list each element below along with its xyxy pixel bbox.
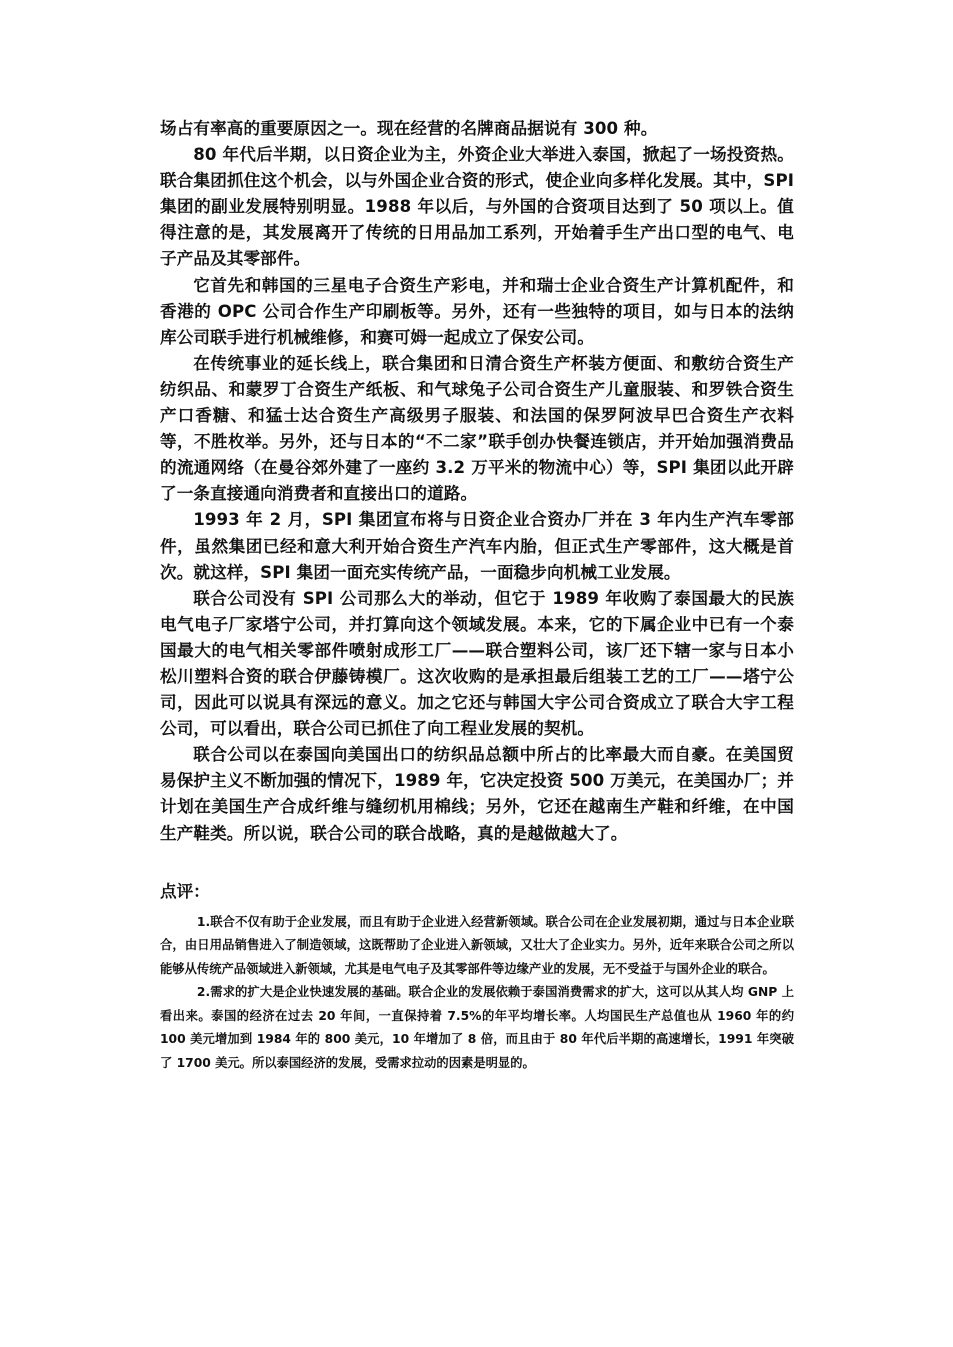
comment-item: 2.需求的扩大是企业快速发展的基础。联合企业的发展依赖于泰国消费需求的扩大，这可以从其人均 GNP 上看出来。泰国的经济在过去 20 年间，一直保持着 7.5%的年平均增长率。人均国民生产总值也从 1960 年的约 100 美元增加到 1984 年的 800 美元，10 年增加了 8 倍，而且由于 80 年代后半期的高速增长，1991 年突破了 1700 美元。所以泰国经济的发展，受需求拉动的因素是明显的。: [160, 985, 794, 1070]
paragraph: 联合公司以在泰国向美国出口的纺织品总额中所占的比率最大而自豪。在美国贸易保护主义不断加强的情况下，1989 年，它决定投资 500 万美元，在美国办厂；并计划在美国生产合成纤维与缝纫机用棉线；另外，它还在越南生产鞋和纤维，在中国生产鞋类。所以说，联合公司的联合战略，真的是越做越大了。: [160, 745, 794, 843]
paragraph: 联合公司没有 SPI 公司那么大的举动，但它于 1989 年收购了泰国最大的民族电气电子厂家塔宁公司，并打算向这个领域发展。本来，它的下属企业中已有一个泰国最大的电气相关零部件喷射成形工厂——联合塑料公司，该厂还下辖一家与日本小松川塑料合资的联合伊藤铸模厂。这次收购的是承担最后组装工艺的工厂——塔宁公司，因此可以说具有深远的意义。加之它还与韩国大宇公司合资成立了联合大宇工程公司，可以看出，联合公司已抓住了向工程业发展的契机。: [160, 588, 794, 739]
comment-heading: 点评：: [160, 881, 210, 901]
paragraph: 它首先和韩国的三星电子合资生产彩电，并和瑞士企业合资生产计算机配件，和香港的 OPC 公司合作生产印刷板等。另外，还有一些独特的项目，如与日本的法纳库公司联手进行机械维修，和赛可姆一起成立了保安公司。: [160, 275, 794, 347]
paragraph-continued: 场占有率高的重要原因之一。现在经营的名牌商品据说有 300 种。: [160, 119, 658, 138]
paragraph: 在传统事业的延长线上，联合集团和日清合资生产杯装方便面、和敷纺合资生产纺织品、和蒙罗丁合资生产纸板、和气球兔子公司合资生产儿童服装、和罗铁合资生产口香糖、和猛士达合资生产高级男子服装、和法国的保罗阿波早巴合资生产衣料等，不胜枚举。另外，还与日本的“不二家”联手创办快餐连锁店，并开始加强消费品的流通网络（在曼谷郊外建了一座约 3.2 万平米的物流中心）等，SPI 集团以此开辟了一条直接通向消费者和直接出口的道路。: [160, 353, 794, 504]
document-page: [160, 116, 794, 1075]
paragraph: 1993 年 2 月，SPI 集团宣布将与日资企业合资办厂并在 3 年内生产汽车零部件，虽然集团已经和意大利开始合资生产汽车内胎，但正式生产零部件，这大概是首次。就这样，SPI 集团一面充实传统产品，一面稳步向机械工业发展。: [160, 510, 794, 582]
comment-section: [160, 911, 794, 1076]
comment-item: 1.联合不仅有助于企业发展，而且有助于企业进入经营新领域。联合公司在企业发展初期，通过与日本企业联合，由日用品销售进入了制造领域，这既帮助了企业进入新领域，又壮大了企业实力。另外，近年来联合公司之所以能够从传统产品领域进入新领域，尤其是电气电子及其零部件等边缘产业的发展，无不受益于与国外企业的联合。: [160, 914, 794, 976]
paragraph: 80 年代后半期，以日资企业为主，外资企业大举进入泰国，掀起了一场投资热。联合集团抓住这个机会，以与外国企业合资的形式，使企业向多样化发展。其中，SPI 集团的副业发展特别明显。1988 年以后，与外国的合资项目达到了 50 项以上。值得注意的是，其发展离开了传统的日用品加工系列，开始着手生产出口型的电气、电子产品及其零部件。: [160, 145, 794, 269]
article-body: [160, 116, 794, 847]
